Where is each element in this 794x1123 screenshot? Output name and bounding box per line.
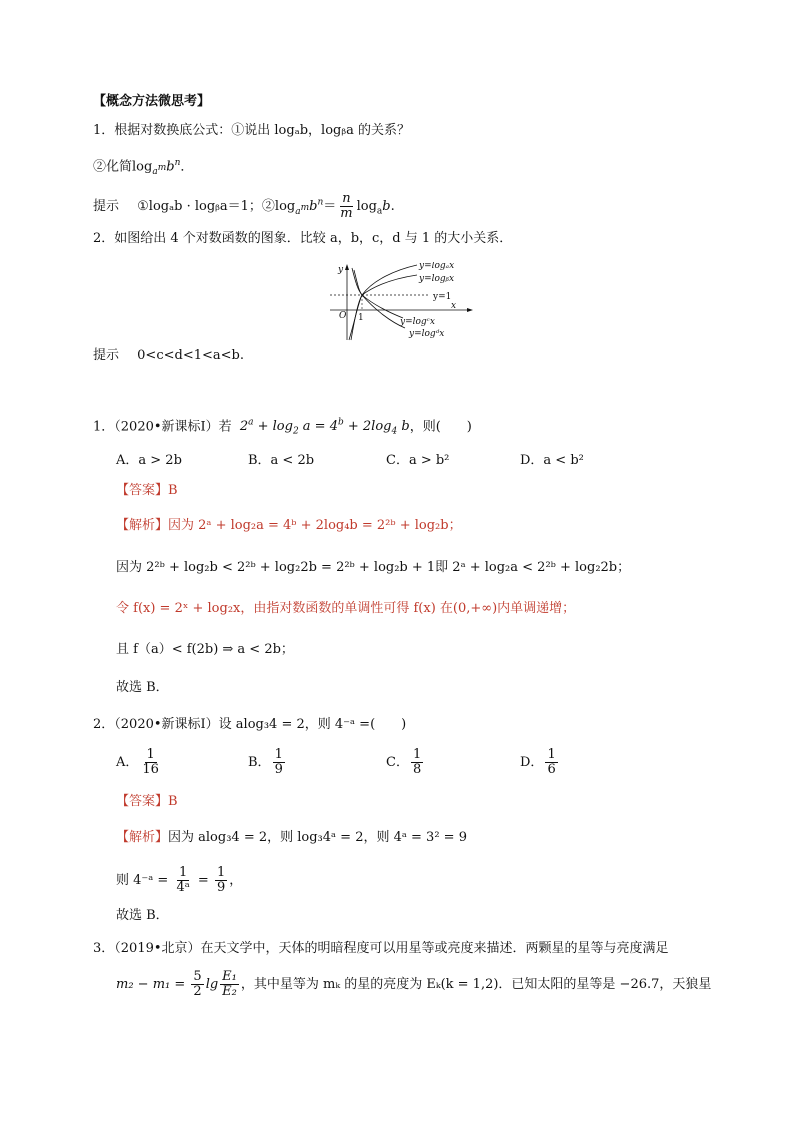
p2-opt-c-label: C．: [386, 755, 409, 770]
p2-opt-d-den: 6: [547, 762, 556, 777]
p3-frac2-den: E₂: [222, 984, 237, 999]
p2-opt-b-den: 9: [274, 762, 283, 777]
p3-frac2-num: E₁: [222, 969, 237, 984]
p1-stem-suffix: ，则( ): [409, 419, 472, 435]
p2-opt-a-den: 16: [142, 762, 159, 777]
p1-conclusion: 故选 B．: [116, 680, 169, 695]
p2-answer: 【答案】B: [116, 794, 178, 809]
concept-hint-1: 提示 ①logₐb · logᵦa＝1；$②\log_{a^m}b^n=$ $\frac{n}{m}$ $\log_ab$.: [93, 191, 395, 221]
label-log-d: y=logᵈx: [409, 329, 445, 339]
p3-frac-den: 2: [193, 984, 202, 999]
y-axis-arrow: [345, 264, 349, 270]
curve-log-b: [349, 275, 417, 340]
p2-opt-d-num: 1: [547, 747, 556, 762]
p2-analysis-1: 因为 alog₃4 = 2，则 log₃4ᵃ = 2，则 4ᵃ = 3² = 9: [168, 830, 467, 845]
p2-opt-c-num: 1: [412, 747, 422, 762]
p2-analysis-2-eq: =: [197, 873, 209, 888]
p2-opt-b-num: 1: [274, 747, 283, 762]
p3-prefix: m₂ − m₁ =: [116, 977, 186, 992]
q1-part2-text: ②化简log: [93, 159, 153, 175]
hint-label-2: 提示: [93, 348, 120, 363]
label-log-a: y=logₐx: [419, 262, 455, 271]
p2-option-b: [248, 748, 287, 777]
p2-analysis-label: 【解析】: [116, 830, 169, 845]
p2-option-c: [386, 748, 425, 777]
p2-frac2-num: 1: [216, 865, 226, 880]
p2-conclusion: 故选 B．: [116, 908, 169, 923]
p1-analysis-label: 【解析】: [116, 518, 169, 533]
p1-analysis-line-1: [116, 516, 462, 536]
p2-opt-a-num: 1: [146, 747, 155, 762]
graph-x-label: x: [451, 301, 457, 311]
p2-opt-c-den: 8: [412, 762, 422, 777]
p1-analysis-line-3: 令 f(x) = 2ˣ + log₂x，由指对数函数的单调性可得 f(x) 在(0,+∞)内单调递增；: [116, 601, 576, 616]
p1-equation: $2^a + \log_2 a = 4^b + 2\log_4$ b: [239, 418, 410, 437]
p1-option-b: B．a < 2b: [248, 453, 315, 468]
p2-option-d: [520, 748, 560, 777]
graph-y-label: y: [338, 265, 344, 275]
concept-question-1: 1．根据对数换底公式：①说出 logₐb，logᵦa 的关系？: [93, 123, 410, 138]
p3-lg: lg: [205, 977, 219, 992]
p2-opt-b-label: B．: [248, 755, 271, 770]
p2-frac1-num: 1: [178, 865, 188, 880]
p3-frac-num: 5: [193, 969, 202, 984]
problem-3-stem-line-2: [116, 970, 711, 999]
p1-option-c: C．a > b²: [386, 453, 450, 468]
hint-2-text: 0<c<d<1<a<b.: [137, 348, 244, 363]
p2-option-a: [116, 748, 163, 777]
p2-opt-a-label: A．: [116, 755, 139, 770]
p2-analysis-2-prefix: 则 4⁻ᵃ =: [116, 873, 169, 888]
concept-hint-2: [93, 346, 244, 366]
p2-frac1-den: 4ᵃ: [176, 880, 190, 895]
section-header: 【概念方法微思考】: [93, 94, 211, 109]
x-axis-arrow: [467, 308, 473, 312]
p2-opt-d-label: D．: [520, 755, 544, 770]
label-log-c: y=logᶜx: [400, 317, 435, 327]
p1-analysis-1: 因为 2ᵃ + log₂a = 4ᵇ + 2log₄b = 2²ᵇ + log₂b；: [168, 518, 462, 533]
hint-1-text: ①logₐb · logᵦa＝1；②log: [137, 199, 296, 214]
p3-suffix: ，其中星等为 mₖ 的星的亮度为 Eₖ(k = 1,2)．已知太阳的星等是 −26.7，天狼星: [240, 977, 712, 992]
p2-frac2-den: 9: [216, 880, 226, 895]
p2-analysis-line-2: [116, 866, 242, 895]
problem-3-stem-line-1: 3．（2019•北京）在天文学中，天体的明暗程度可以用星等或亮度来描述．两颗星的星等与亮度满足: [93, 941, 669, 956]
graph-origin-label: O: [339, 311, 347, 321]
p2-analysis-line-1: [116, 828, 467, 848]
concept-question-2: 2．如图给出 4 个对数函数的图象．比较 a，b，c，d 与 1 的大小关系．: [93, 231, 513, 246]
p1-option-d: D．a < b²: [520, 453, 584, 468]
concept-question-1-part2: ②化简$\log_{a^m}b^n$．: [93, 158, 194, 177]
p1-stem-prefix: 1．（2020•新课标Ⅰ）若: [93, 419, 232, 435]
problem-2-stem: 2．（2020•新课标Ⅰ）设 alog₃4 = 2，则 4⁻ᵃ =( ): [93, 717, 407, 732]
p1-option-a: A．a > 2b: [116, 453, 182, 468]
hint-label: 提示: [93, 199, 120, 214]
p1-analysis-line-2: 因为 2²ᵇ + log₂b < 2²ᵇ + log₂2b = 2²ᵇ + log₂b + 1即 2ᵃ + log₂a < 2²ᵇ + log₂2b；: [116, 560, 631, 575]
problem-1-stem: [93, 413, 472, 442]
label-y1: y=1: [433, 292, 452, 302]
p1-analysis-line-4: 且 f（a）< f(2b) ⇒ a < 2b；: [116, 642, 294, 657]
curve-log-a: [351, 265, 417, 340]
p1-answer: 【答案】B: [116, 483, 178, 498]
p2-analysis-2-suffix: ，: [229, 873, 243, 888]
log-function-graph: [325, 262, 475, 342]
graph-one-label: 1: [358, 313, 364, 323]
label-log-b: y=logᵦx: [419, 274, 455, 284]
